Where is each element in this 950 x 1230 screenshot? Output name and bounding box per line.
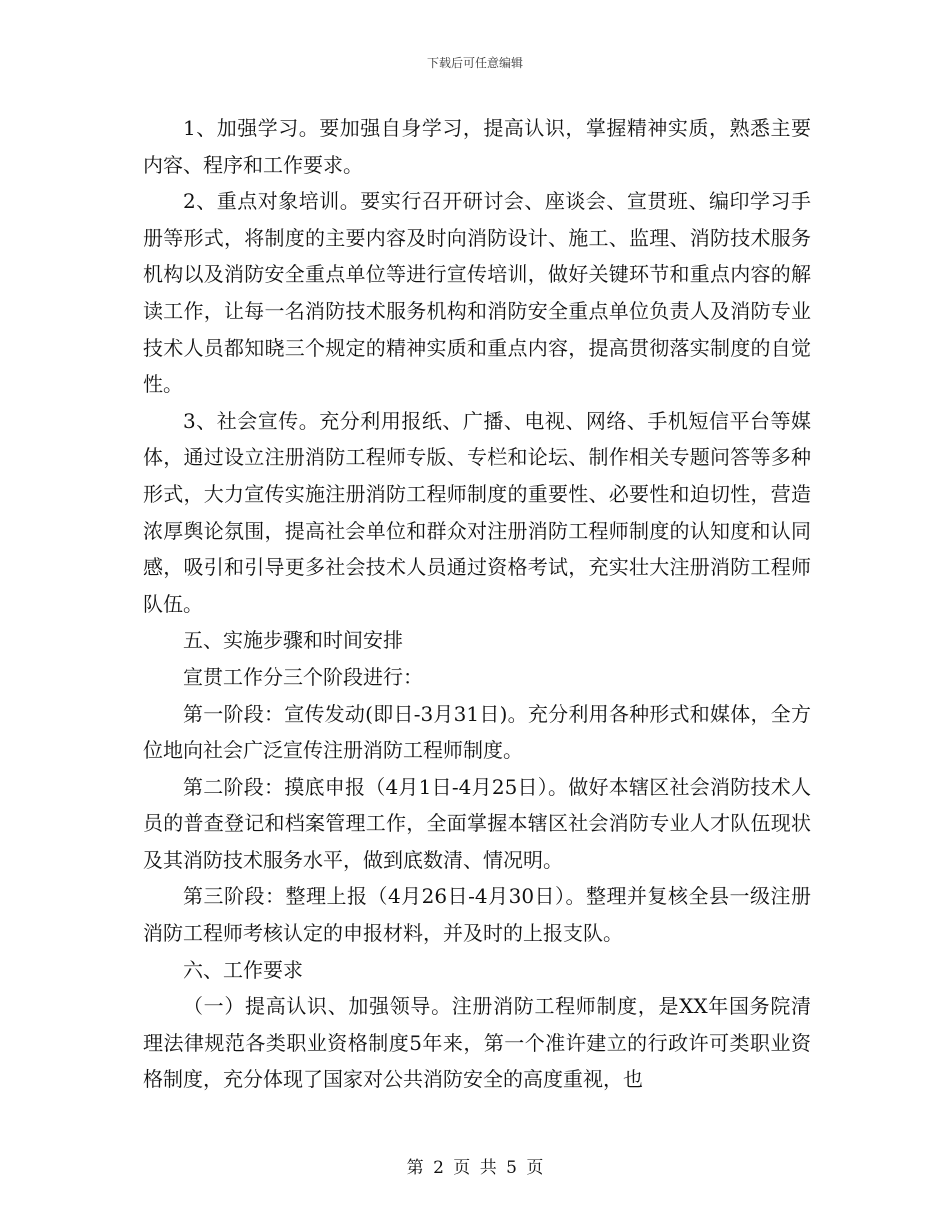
paragraph-stages-intro: 宣贯工作分三个阶段进行： bbox=[183, 664, 423, 689]
paragraph-stage-one: 第一阶段：宣传发动(即日-3月31日)。充分利用各种形式和媒体，全方位地向社会广泛宣传注册消防工程师制度。 bbox=[143, 701, 811, 763]
page-number-footer: 第 2 页 共 5 页 bbox=[406, 1158, 544, 1178]
page-header: 下载后可任意编辑 bbox=[426, 56, 523, 70]
paragraph-stage-three: 第三阶段：整理上报（4月26日-4月30日）。整理并复核全县一级注册消防工程师考核认定的申报材料，并及时的上报支队。 bbox=[143, 884, 811, 946]
paragraph-study: 1、加强学习。要加强自身学习，提高认识，掌握精神实质，熟悉主要内容、程序和工作要求。 bbox=[143, 116, 811, 177]
paragraph-stage-two: 第二阶段：摸底申报（4月1日-4月25日）。做好本辖区社会消防技术人员的普查登记和档案管理工作，全面掌握本辖区社会消防专业人才队伍现状及其消防技术服务水平，做到底数清、情况明。 bbox=[143, 774, 811, 872]
paragraph-social-publicity: 3、社会宣传。充分利用报纸、广播、电视、网络、手机短信平台等媒体，通过设立注册消防工程师专版、专栏和论坛、制作相关专题问答等多种形式，大力宣传实施注册消防工程师制度的重要性、必要性和迫切性，营造浓厚舆论氛围，提高社会单位和群众对注册消防工程师制度的认知度和认同感，吸引和引导更多社会技术人员通过资格考试，充实壮大注册消防工程师队伍。 bbox=[143, 408, 811, 616]
document-body bbox=[143, 110, 811, 1098]
paragraph-key-training: 2、重点对象培训。要实行召开研讨会、座谈会、宣贯班、编印学习手册等形式，将制度的主要内容及时向消防设计、施工、监理、消防技术服务机构以及消防安全重点单位等进行宣传培训，做好关键环节和重点内容的解读工作，让每一名消防技术服务机构和消防安全重点单位负责人及消防专业技术人员都知晓三个规定的精神实质和重点内容，提高贯彻落实制度的自觉性。 bbox=[143, 189, 811, 397]
section-heading-requirements: 六、工作要求 bbox=[183, 957, 303, 982]
section-heading-steps: 五、实施步骤和时间安排 bbox=[183, 628, 403, 653]
paragraph-requirement-one: （一）提高认识、加强领导。注册消防工程师制度，是XX年国务院清理法律规范各类职业资格制度5年来，第一个准许建立的行政许可类职业资格制度，充分体现了国家对公共消防安全的高度重视，也 bbox=[143, 994, 811, 1092]
